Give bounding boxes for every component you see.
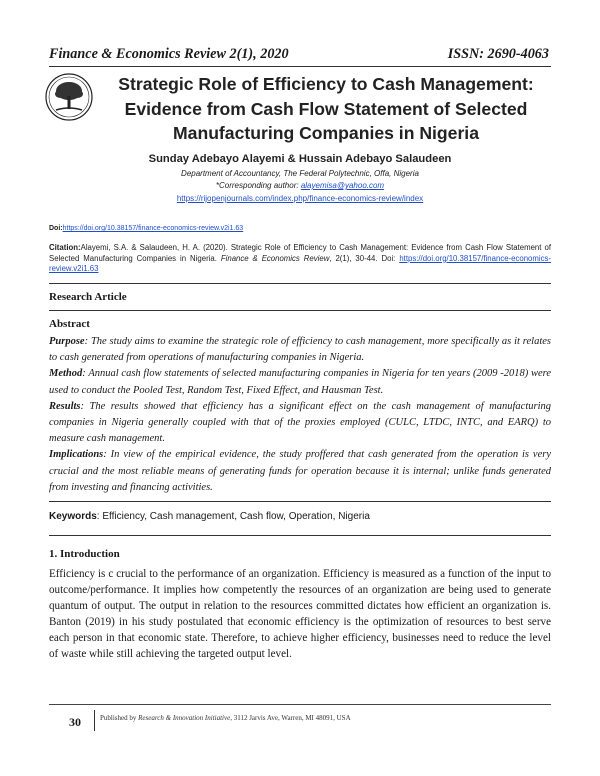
tree-logo-icon [44,72,94,122]
doi-line [49,225,243,232]
section-rule [49,535,551,536]
journal-url [0,194,600,203]
publisher-address: , 3112 Jarvis Ave, Warren, MI 48091, USA [230,714,351,722]
citation-doi-link[interactable]: https://doi.org/10.38157/finance-economics-review.v2i1.63 [49,253,552,274]
purpose-text: : The study aims to examine the strategic role of efficiency to cash management, more specifically as it relates to cash generated from operations of manufacturing companies in Nigeria. [49,336,551,364]
implications-text: : In view of the empirical evidence, the study proffered that cash generated from the operation is very crucial and the most reliable means of generating funds for operation because it is internal; unlike funds generated from investing and financing activities. [49,449,551,493]
citation-journal: Finance & Economics Review [220,253,330,263]
email-link[interactable]: alayemisa@yahoo.com [300,181,385,190]
footer-publisher [100,714,351,722]
title-line-3: Manufacturing Companies in Nigeria [173,123,479,143]
keywords-text: : Efficiency, Cash management, Cash flow, Operation, Nigeria [96,511,370,522]
abstract-implications [49,447,551,496]
publisher-name: Research & Innovation Initiative [138,714,231,722]
section-rule [49,310,551,311]
page-number: 30 [69,715,81,729]
introduction-body: Efficiency is c crucial to the performance of an organization. Efficiency is measured as a function of the input to outcome/performance. It implies how competently the resources of an organization are being used to generate quantum of output. The output in relation to the resources committed dictates how efficient an organization is. Banton (2019) in his study postulated that economic efficiency is the optimization of resources to best serve each person in that economic state. Therefore, to achieve higher efficiency, businesses need to reduce the level of waste while still achieving the targeted output level. [49,568,551,661]
title-line-1: Strategic Role of Efficiency to Cash Management: [118,74,534,94]
citation-text: Alayemi, S.A. & Salaudeen, H. A. (2020). Strategic Role of Efficiency to Cash Management: Evidence from Cash Flow Statement of Selected Manufacturing Companies in Nigeria. [49,243,551,263]
citation-label: Citation: [49,243,81,252]
method-label: Method [49,368,83,380]
results-text: : The results showed that efficiency has a significant effect on the cash management of manufacturing companies in Nigeria generally coupled with that of the proxies employed (CULC, LTDC, INTC, and EARQ) to measure cash management. [49,400,551,445]
abstract-heading: Abstract [49,318,90,330]
title-line-2: Evidence from Cash Flow Statement of Selected [124,98,528,119]
published-by: Published by [100,714,139,722]
doi-label: Doi: [49,225,63,232]
affiliation: Department of Accountancy, The Federal Polytechnic, Offa, Nigeria [181,169,419,178]
corresponding-author [0,181,600,190]
abstract-purpose [49,334,551,366]
section-rule [49,501,551,502]
footer-rule [49,704,551,705]
results-label: Results [49,400,81,412]
article-title [96,72,556,146]
abstract-method [49,366,551,398]
abstract-results [49,399,551,448]
citation-tail: , 2(1), 30-44. Doi: [329,253,396,263]
issn-header: ISSN: 2690-4063 [447,46,549,62]
authors: Sunday Adebayo Alayemi & Hussain Adebayo Salaudeen [148,153,452,165]
introduction-heading: 1. Introduction [49,548,120,560]
purpose-label: Purpose [49,336,85,347]
header-rule [49,66,551,67]
method-text: : Annual cash flow statements of selected manufacturing companies in Nigeria for ten years (2009 -2018) were used to conduct the Pooled Test, Random Test, Fixed Effect, and Hausman Test. [49,368,551,396]
keywords-label: Keywords [49,511,97,522]
journal-url-link[interactable]: https://rijopenjournals.com/index.php/finance-economics-review/index [176,194,424,203]
footer-divider [94,710,95,731]
implications-label: Implications [49,449,104,461]
section-rule [49,283,551,284]
abstract-body [49,334,551,496]
corresponding-label: *Corresponding author: [215,181,301,190]
keywords [49,511,370,522]
article-type: Research Article [49,291,127,303]
journal-header: Finance & Economics Review 2(1), 2020 [49,46,289,62]
citation [49,243,551,275]
doi-link[interactable]: https://doi.org/10.38157/finance-economics-review.v2i1.63 [62,225,244,232]
